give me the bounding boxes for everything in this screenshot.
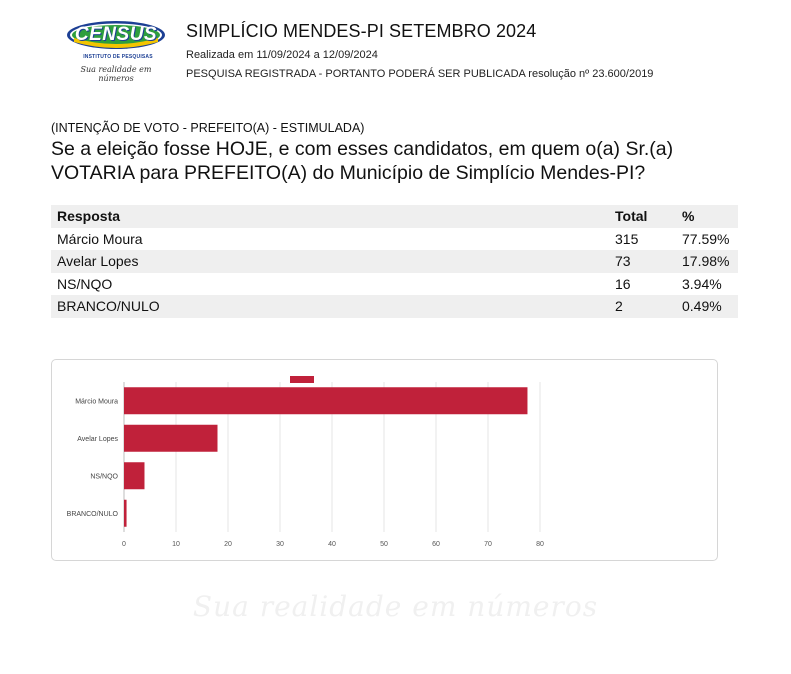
- census-logo: [64, 16, 168, 83]
- row-total: 2: [611, 295, 676, 318]
- bar: [124, 500, 127, 527]
- bar: [124, 387, 527, 414]
- row-response: Márcio Moura: [57, 230, 143, 247]
- page-title: SIMPLÍCIO MENDES-PI SETEMBRO 2024: [186, 21, 537, 41]
- table-row: [51, 295, 738, 318]
- y-category-label: NS/NQO: [90, 473, 118, 481]
- row-total: 16: [615, 275, 631, 292]
- x-tick-label: 20: [224, 541, 232, 548]
- bar: [124, 462, 144, 489]
- x-tick-label: 40: [328, 541, 336, 548]
- header-pct: %: [676, 205, 738, 228]
- x-tick-label: 80: [536, 541, 544, 548]
- table-row: [51, 273, 738, 296]
- x-tick-label: 50: [380, 541, 388, 548]
- table-row: [51, 250, 738, 273]
- watermark: Sua realidade em números: [192, 590, 599, 623]
- table-header-row: [51, 205, 738, 228]
- row-total: 73: [611, 250, 676, 273]
- y-category-label: Avelar Lopes: [77, 435, 118, 443]
- bar: [124, 425, 217, 452]
- row-pct: 17.98%: [676, 250, 738, 273]
- x-tick-label: 0: [122, 541, 126, 548]
- row-total: 315: [615, 230, 639, 247]
- row-pct: 0.49%: [676, 295, 738, 318]
- x-tick-label: 10: [172, 541, 180, 548]
- legend-swatch: [290, 376, 314, 383]
- table-row: [51, 228, 738, 251]
- x-tick-label: 70: [484, 541, 492, 548]
- header-total: Total: [611, 205, 676, 228]
- logo-brand: CENSUS: [74, 24, 158, 45]
- bar-chart: [52, 360, 719, 562]
- y-category-label: Márcio Moura: [75, 398, 118, 406]
- logo-subtitle: INSTITUTO DE PESQUISAS: [83, 54, 153, 60]
- y-category-label: BRANCO/NULO: [66, 510, 118, 518]
- header-response: Resposta: [51, 205, 611, 228]
- logo-tagline: Sua realidade em números: [80, 65, 152, 83]
- question-title: Se a eleição fosse HOJE, e com esses candidatos, em quem o(a) Sr.(a) VOTARIA para PREFEITO(A) do Município de Simplício Mendes-PI?: [51, 138, 674, 184]
- survey-date: Realizada em 11/09/2024 a 12/09/2024: [186, 49, 378, 61]
- row-response: BRANCO/NULO: [51, 295, 611, 318]
- chart-card: [51, 359, 718, 561]
- row-response: NS/NQO: [57, 275, 113, 292]
- row-pct: 77.59%: [682, 230, 730, 247]
- x-tick-label: 30: [276, 541, 284, 548]
- results-table: [51, 205, 738, 318]
- row-response: Avelar Lopes: [51, 250, 611, 273]
- question-subtitle: (INTENÇÃO DE VOTO - PREFEITO(A) - ESTIMULADA): [51, 121, 365, 135]
- x-tick-label: 60: [432, 541, 440, 548]
- registration-note: PESQUISA REGISTRADA - PORTANTO PODERÁ SER PUBLICADA resolução nº 23.600/2019: [186, 68, 654, 80]
- row-pct: 3.94%: [682, 275, 722, 292]
